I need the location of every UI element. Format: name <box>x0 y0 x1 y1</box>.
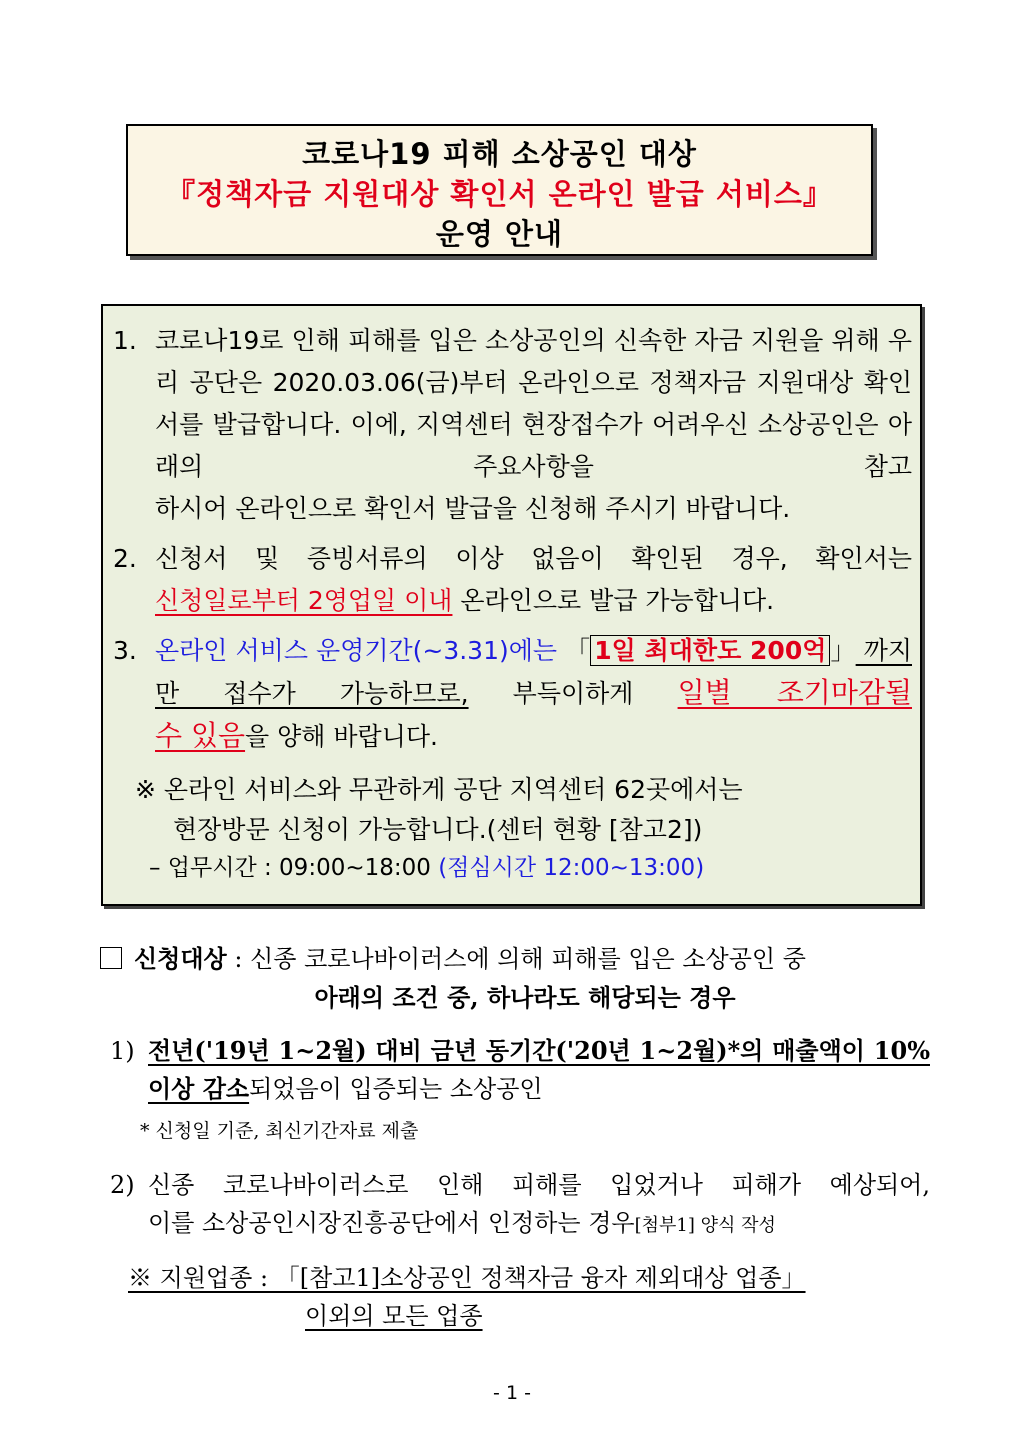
title-line-3: 운영 안내 <box>435 217 564 251</box>
title-line-1: 코로나19 피해 소상공인 대상 <box>302 137 697 171</box>
checkbox-icon <box>100 947 122 969</box>
criterion-2 <box>100 1166 930 1245</box>
highlight-text: 일별 조기마감될 <box>677 676 912 709</box>
section-heading-text: : 신종 코로나바이러스에 의해 피해를 입은 소상공인 중 <box>226 945 806 973</box>
attachment-note: [첨부1] 양식 작성 <box>634 1215 776 1236</box>
reference-line-1: ※ 온라인 서비스와 무관하게 공단 지역센터 62곳에서는 <box>135 775 743 804</box>
item-number: 3. <box>113 636 137 665</box>
condition-summary: 아래의 조건 중, 하나라도 해당되는 경우 <box>314 983 736 1012</box>
item-text-last: 하시어 온라인으로 확인서 발급을 신청해 주시기 바랍니다. <box>155 494 791 523</box>
page-number: - 1 - <box>493 1382 531 1404</box>
reference-note <box>113 770 912 850</box>
item-text: 코로나19로 인해 피해를 입은 소상공인의 신속한 자금 지원을 위해 우리 공단은 2020.03.06(금)부터 온라인으로 정책자금 지원대상 확인서를 발급합니다. 이에, 지역센터 현장접수가 어려우신 소상공인은 아래의 주요사항을 참고 <box>155 326 912 481</box>
title-line-2: 『정책자금 지원대상 확인서 온라인 발급 서비스』 <box>166 177 833 211</box>
criterion-1 <box>100 1032 930 1108</box>
criterion-number: 1) <box>110 1037 135 1065</box>
item-text: 신청서 및 증빙서류의 이상 없음이 확인된 경우, 확인서는 <box>155 544 912 573</box>
item-text: 을 양해 바랍니다. <box>245 722 438 751</box>
notice-item-2 <box>113 538 912 622</box>
highlight-text: 수 있음 <box>155 719 246 752</box>
section-label: 신청대상 <box>134 944 227 973</box>
criterion-bold-text: 전년('19년 1~2월) 대비 금년 동기간('20년 1~2월)*의 매출액이 10% 이상 감소 <box>148 1036 930 1103</box>
item-number: 2. <box>113 544 137 573</box>
criterion-text-last: 이를 소상공인시장진흥공단에서 인정하는 경우 <box>148 1209 635 1237</box>
item-text: 온라인으로 발급 가능합니다. <box>452 586 775 615</box>
item-text-last <box>155 715 912 758</box>
business-hours <box>113 850 912 886</box>
industry-line-2: 이외의 모든 업종 <box>305 1302 483 1330</box>
notice-box <box>101 304 922 906</box>
item-text: 까지만 접수가 가능하므로, <box>155 636 912 708</box>
notice-item-3 <box>113 630 912 758</box>
hours-text: – 업무시간 : 09:00~18:00 <box>149 855 439 881</box>
supported-industries <box>100 1259 930 1335</box>
criterion-text: 되었음이 입증되는 소상공인 <box>249 1075 543 1103</box>
item-text-last <box>155 580 912 622</box>
notice-item-1 <box>113 320 912 530</box>
lunch-hours: (점심시간 12:00~13:00) <box>438 855 705 881</box>
footnote: * 신청일 기준, 최신기간자료 제출 <box>140 1120 419 1142</box>
bracket: 「 <box>557 636 591 665</box>
eligibility-section <box>100 940 930 1335</box>
section-heading <box>100 940 930 978</box>
item-number: 1. <box>113 326 137 355</box>
criterion-text: 신종 코로나바이러스로 인해 피해를 입었거나 피해가 예상되어, <box>148 1171 930 1199</box>
service-period-text: 온라인 서비스 운영기간(~3.31)에는 <box>155 636 558 665</box>
criterion-number: 2) <box>110 1171 135 1199</box>
daily-limit-text: 1일 최대한도 200억 <box>590 635 830 666</box>
highlight-text: 신청일로부터 2영업일 이내 <box>155 586 453 615</box>
industry-line-1: ※ 지원업종 : 「[참고1]소상공인 정책자금 융자 제외대상 업종」 <box>128 1264 806 1292</box>
bracket: 」 <box>830 636 856 665</box>
item-text: 부득이하게 <box>468 679 678 708</box>
reference-line-2: 현장방문 신청이 가능합니다.(센터 현황 [참고2]) <box>173 815 703 844</box>
title-box <box>126 124 873 256</box>
